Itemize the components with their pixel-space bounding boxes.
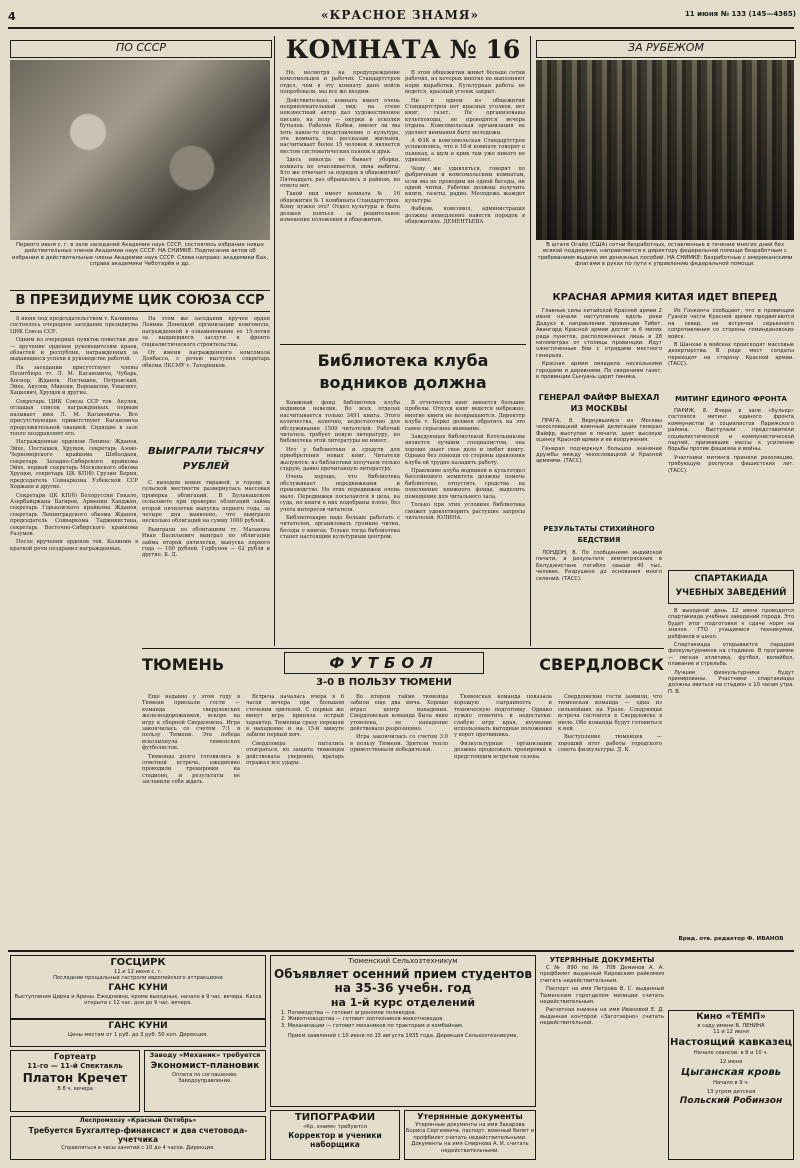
paragraph: На заседании присутствуют члены Политбюро тт. Л. М. Кагановича, Чубарь, Косиор, Жданов, Постышев, Петровский, Эйхе, Акулов, Микоян, Ворошилов, Уншлихт, Хацкевич, Хрущов и другие. [10, 364, 138, 397]
sport-title: СПАРТАКИАДА УЧЕБНЫХ ЗАВЕДЕНИЙ [675, 574, 787, 598]
library-col-2 [405, 400, 525, 640]
football-top-rule [142, 648, 664, 649]
section-banner-ussr: ПО СССР [10, 40, 272, 58]
paragraph: Красная армия овладела несколькими городами и деревнями. По сведениям газет, в провинции Сычуань царит паника. [536, 361, 662, 381]
paragraph: Секретари ЦК КП(б) Белоруссии Гикало, Азербайджана Багиров, Армении Ханджян, секретарь Горьковского крайкома Жданов, секретарь Ленинградского обкома Жданов, председатель Совнаркома Таджикистана, секретарь Восточно-Сибирского крайкома Разумов. [10, 492, 138, 537]
china-col-2 [668, 308, 794, 388]
paragraph: В Шанхае в войсках происходят массовые дезертирства. В ряде мест солдаты переходят на сторону Красной армии. (ТАСС). [668, 342, 794, 368]
library-title: Библиотека клуба водников должна [317, 351, 489, 392]
ad-gorteatr-play: Платон Кречет [22, 1071, 128, 1085]
football-col-1 [142, 694, 240, 946]
sport-text [668, 608, 794, 904]
paragraph: Главные силы китайской Красной армии 2 июня начали наступление вдоль реки Дадухэ в направлении провинции Тибет. Авангард Красной армии достиг в 6 милях ряда пунктов, расположенных лишь в 28 километрах от столицы провинции. Идут ожесточенные бои с отрядами местного генерала. [536, 308, 662, 359]
paragraph: Во втором тайме тюменцы забили еще два мяча. Хорошо играл центр нападения. Свердловская команда была явно утомлена, ее нападение действовало разрозненно. [350, 694, 448, 733]
column-rule [530, 36, 531, 646]
ad-gostsirk-star: ГАНС КУНИ [108, 982, 168, 993]
ad-gostsirk-star: ГАНС КУНИ [108, 1021, 168, 1031]
lottery-title: ВЫИГРАЛИ ТЫСЯЧУ РУБЛЕЙ [148, 446, 264, 472]
paragraph: Паспорт на имя Петрова В. С. выданный Тюменским горотделом милиции считать недействительным. [540, 986, 664, 1006]
football-col-4 [454, 694, 552, 946]
paragraph: От имени награжденного комсомола Донбасса, с речью выступил секретарь обкома ЛКСМУ т. Татарников. [142, 350, 270, 369]
paragraph: Участники митинга приняли резолюцию, требующую роспуска фашистских лиг. (ТАСС). [668, 454, 794, 474]
ad-technikum-line: 1. Полеводства — готовит агрономов полеводов. [281, 1010, 417, 1016]
ad-gorteatr-title: Гортеатр [53, 1052, 97, 1061]
ad-kino-film: Польский Робинзон [679, 1096, 783, 1107]
unemployed-photo-caption: В штате Огайо (США) сотни безработных, оставленные в течение многих дней без всякой поддержки, направляются к директору федеральной помощи безработным с требованием выдачи им денежных пособий. НА СНИМКЕ: Безработные с американскими флагами в руках по пути к управлению федеральной помощи. [537, 242, 793, 267]
ad-kino-title: Кино «ТЕМП» [696, 1012, 766, 1022]
ad-lost-line: Утерянные документы на имя Захарова Бориса Сергеевича, паспорт, военный билет и профбилет считать недействительными. [405, 1122, 535, 1141]
issue-info: 11 июня № 133 (145—4365) [684, 10, 796, 18]
ad-gostsirk-line: Выступления Цирка и Арены. Ежедневно, кроме выходных, начало в 9 час. вечера. Касса открыта с 12 час. дня до 9 час. вечера. [14, 993, 262, 1007]
unemployed-photo [536, 60, 794, 240]
ad-krasny-role: Требуется Бухгалтер-финансист и два счетовода-учетчика [28, 1126, 248, 1144]
paragraph: Ни в одном из общежитий Стандартстроя нет красных уголков, нет книг, газет. Не организованы культпоходы, не проводятся вечера отдыха. Комсомольская организация не уделяет внимания быту молодежи. [405, 97, 525, 136]
ad-lost-title: Утерянные документы [417, 1112, 523, 1121]
paragraph: Действительно, комната имеет очень непривлекательный вид: на стене неизвестный автор дал художественное письмо, на полу — окурки и осколки бутылок. Рабочие Кобки, имеют ли мы хоть какое-то представление о культуре, эта комната, по рассказам жильцов, насчитывает более 15 человек и является местом систематических пьянок и драк. [280, 97, 400, 155]
paragraph: С № 890 по № 708 Деминов А. А. профбилет выданный Кировским райкомом считать недействительным. [540, 965, 664, 984]
ad-kino-temp [668, 1010, 794, 1160]
ad-kino-note: Начало сеансов: в 8 и 10 ч. [693, 1049, 769, 1056]
room-16-title: КОМНАТА № 16 [285, 35, 521, 64]
china-col-1 [536, 308, 662, 388]
ad-lost-docs [404, 1110, 536, 1160]
lottery-text [142, 480, 270, 640]
paragraph: Физкультурные организации должны продолжать тренировки к предстоящим встречам сезона. [454, 740, 552, 760]
paragraph: Заведующая библиотекой Котельникова является лучшим специалистом, она хорошо знает свое дело и любит книгу. Однако без помощи со стороны правления клуба ей трудно наладить работу. [405, 434, 525, 466]
paragraph: В этом общежитии живет больше сотни рабочих, из которых многие не выполняют норм выработки. Культурная работа не ведется, красный уголок закрыт. [405, 70, 525, 96]
ad-kino-date: 13 утром детская [706, 1089, 756, 1096]
paragraph: Библиотекарю надо больше работать с читателем, организовать громкие читки, беседы о книгах. Только тогда библиотека станет настоящим культурным центром. [280, 514, 400, 541]
room-16-col-1 [280, 70, 400, 340]
football-city-sverdlovsk: СВЕРДЛОВСК [539, 655, 664, 674]
ad-gostsirk-title: ГОСЦИРК [110, 957, 166, 968]
fayf-title: ГЕНЕРАЛ ФАЙФР ВЫЕХАЛ ИЗ МОСКВЫ [538, 393, 660, 413]
ad-typography-title: ТИПОГРАФИИ [294, 1112, 376, 1123]
paragraph: Правление клуба водников и культотдел бассейнового комитета должны помочь библиотеке, отпустить средства на пополнение книжного фонда, выделить помещение для читального зала. [405, 468, 525, 500]
paragraph: Выступление тюменцев — хороший итог работы городского совета физкультуры. Д. К. [558, 734, 662, 754]
ad-mehanik [144, 1050, 266, 1112]
paragraph: В отчетности книг имеются большие пробелы. Отпуск книг ведется небрежно, многие книги не возвращаются. Директор клуба т. Берко должен обратить на это самое серьезное внимание. [405, 400, 525, 432]
ad-gorteatr-note: В 8 ч. вечера [57, 1086, 93, 1092]
paragraph: Нет у библиотеки и средств для приобретения новых книг. Читатели жалуются: из библиотеки получаем только старую, давно прочитанную литературу. [280, 446, 400, 473]
paragraph: Тюменская команда показала хорошую сыгранность и техническую подготовку. Однако нужно отметить и недостатки: слабую игру края, неумение использовать выгодные положения у ворот противника. [454, 694, 552, 739]
ad-mehanik-role: Экономист-плановик [150, 1061, 260, 1071]
presidium-title: В ПРЕЗИДИУМЕ ЦИК СОЮЗА ССР [10, 290, 270, 312]
section-banner-abroad: ЗА РУБЕЖОМ [536, 40, 796, 58]
paragraph: Но, несмотря на предупреждение комсомольцев и рабочих Стандартстроя отдел, чем в эту комнату дано войти попробовали, мы все же входим. [280, 70, 400, 96]
page-number: 4 [8, 10, 16, 23]
paragraph: А ФЗК и комсомольская Стандартстроя успокоились, что в 16-й комнате говорят о пьянках, а шум и крик там уже никого не удивляет. [405, 138, 525, 164]
ad-utery [540, 955, 664, 1160]
paragraph: Здесь никогда не бывает уборки, комната не отапливается, окна выбиты. Кто же отвечает за порядок в общежитии? Пятнадцать раз обращались в райком, но ответа нет. [280, 157, 400, 189]
paragraph: Свердловцы пытались отыграться, но защита тюменцев действовала уверенно, вратарь отражал все удары. [246, 740, 344, 767]
football-banner: ФУТБОЛ [329, 654, 439, 672]
academy-photo [10, 60, 270, 240]
ad-technikum-top: Тюменский Сельхозтехникум [348, 957, 458, 965]
ad-kino-film: Настоящий кавказец [669, 1036, 793, 1048]
ads-top-rule [8, 950, 794, 952]
paragraph: Расчетная книжка на имя Ивановой Е. Д. выданная конторой «Заготзерно» считать недействительной. [540, 1007, 664, 1027]
ad-typography [270, 1110, 400, 1160]
fayf-text [536, 418, 662, 520]
paragraph: Книжный фонд библиотеки клуба водников невелик. Во всех отделах насчитывается только 3491 книга. Этого количества, конечно, недостаточно для обслуживания 1500 читателей. Рабочий читатель требует новую литературу, но библиотека этой литературы не имеет. [280, 400, 400, 445]
ad-technikum-line: 2. Животноводства — готовит зоотехников-животноводов. [281, 1016, 444, 1023]
ad-kino-film: Цыганская кровь [680, 1066, 782, 1078]
football-col-3 [350, 694, 448, 946]
paragraph: Такой вид имеет комната № 16 общежития № 1 комбината Стандартстроя. Кому нужно это? Отдел культуры и быта должен взяться за решительное изменение положения в общежитии. [280, 191, 400, 223]
column-rule [274, 36, 275, 646]
paragraph: Одним из очередных пунктов повестки дня — вручение орденов руководителям краев, областей и республик, награжденных за выдающиеся успехи в руководстве работой. [10, 337, 138, 363]
library-col-1 [280, 400, 400, 640]
paragraph: Награжденные орденом Ленина: Жданов, Эйхе, Постышев, Хрущов, секретарь Азово-Черноморского крайкома Шеболдаев, секретарь Западно-Сибирского крайкома Эйхе, первый секретарь Московского обкома Хрущов, секретарь ЦК КП(б) Грузии Берия, председатель Совнаркома Узбекской ССР Ходжаев и другие. [10, 439, 138, 491]
paragraph: Тюменцы долго готовились к ответной встрече, ежедневно проводили тренировки на стадионе, и результаты не заставили себя ждать. [142, 753, 240, 786]
academy-photo-caption: Первого июня с. г. в зале заседаний Академии наук СССР, состоялось избрание новых действительных членов Академии наук СССР. НА СНИМКЕ: Подписание актов об избрании в действительные члены Академии наук СССР. Слева направо: академики Бах, справа академики Чеботарёв и др. [12, 242, 268, 267]
china-title: КРАСНАЯ АРМИЯ КИТАЯ ИДЕТ ВПЕРЕД [552, 292, 778, 303]
football-city-tyumen: ТЮМЕНЬ [142, 655, 225, 674]
ad-typography-sub: «Кр. знамя» требуются [303, 1124, 367, 1130]
football-col-2 [246, 694, 344, 946]
ad-technikum-line: Прием заявлений с 10 июня по 15 августа 1935 года. Дирекция Сельхозтехникума. [287, 1033, 519, 1040]
paragraph: Чему же удивляться, говорят по фабричным и комсомольским комнатам, если мы не проводим ни одной беседы, ни одной читки. Рабочие должны получить книги, газеты, радио. Молодежь жаждет культуры. [405, 165, 525, 204]
paragraph: Спартакиада открывается парадом физкультурников на стадионе. В программе — легкая атлетика, футбол, волейбол, плавание и стрельба. [668, 642, 794, 668]
paragraph: В выходной день 12 июня проводится спартакиада учебных заведений города. Это будет итог подготовки к сдаче норм на значок ГТО учащимися техникумов, рабфаков и школ. [668, 608, 794, 640]
ad-gostsirk [10, 955, 266, 1019]
ad-mehanik-title: Заводу «Механик» требуется [149, 1051, 261, 1059]
football-score: 3-0 В ПОЛЬЗУ ТЮМЕНИ [316, 677, 452, 688]
meeting-title: МИТИНГ ЕДИНОГО ФРОНТА [675, 395, 787, 403]
ad-technikum-line: 3. Механизации — готовит механиков по тракторам и комбайнам. [281, 1022, 464, 1029]
ad-krasny-title: Леспромхозу «Красный Октябрь» [79, 1117, 197, 1124]
paragraph: Еще недавно у этом году в Тюмени приехали гости — команда свердловских железнодорожников, вскоре на игру к сборной Свердловска. Игра закончилась со счетом 7:1 в пользу Тюмени. Эта победа всколыхнула тюменских футболистов. [142, 694, 240, 752]
paragraph: 8 июня под председательством т. Калинина состоялось очередное заседание президиума ЦИК Союза ССР. [10, 316, 138, 335]
ad-mehanik-note: Оплата по соглашению. Заводоуправление. [172, 1072, 238, 1085]
ad-technikum-title: Объявляет осенний прием студентов на 35-36 учебн. год [274, 967, 532, 995]
ad-kino-date: 12 июня [719, 1059, 743, 1066]
football-col-5 [558, 694, 662, 946]
paragraph: Встреча началась вчера в 6 часов вечера при большом стечении зрителей. С первых же минут игра приняла острый характер. Тюменцы сразу перешли в нападение и на 15-й минуте забили первый мяч. [246, 694, 344, 739]
paragraph: Фабком, комсомол, администрация должны немедленно навести порядок в общежитиях. ДЕМЕНТЬЕВА. [405, 206, 525, 225]
room-16-col-2 [405, 70, 525, 340]
paragraph: ЛОНДОН, 8. По сообщениям индийской печати, в результате землетрясения в Белуджистане погибло свыше 40 тыс. человек. Разрушено до основания много селений. (ТАСС). [536, 550, 662, 582]
presidium-col-2 [142, 316, 270, 436]
ad-gostsirk-2 [10, 1019, 266, 1047]
ad-kino-note: Начало в 9 ч. [713, 1079, 749, 1086]
meeting-text [668, 408, 794, 564]
paragraph: Из Гонконга сообщают, что в провинции Гуанси части Красной армии продвигаются на север, не встречая серьезного сопротивления со стороны гоминдановских войск. [668, 308, 794, 340]
paragraph: Только при этих условиях библиотека сможет удовлетворить растущие запросы читателей. ЮЛИНА. [405, 502, 525, 521]
ad-lost-line: Документы на имя Смирнова А. И. считать недействительными. [411, 1141, 529, 1154]
ad-technikum [270, 955, 536, 1107]
storm-text [536, 550, 662, 640]
ad-utery-title: УТЕРЯННЫЕ ДОКУМЕНТЫ [549, 956, 655, 964]
paragraph: Игра закончилась со счетом 3:0 в пользу Тюмени. Зрители тепло приветствовали победителей. [350, 734, 448, 754]
ad-gostsirk-line: Последние прощальные гастроли европейского аттракциона [53, 975, 223, 982]
ad-typography-role: Корректор и ученики наборщика [288, 1131, 382, 1150]
paragraph: Очень хорошо, что библиотека обслуживает передвижками и производство. Но этих передвижек очень мало. Передвижки посылаются в цеха, на суда, но книги в них подобраны плохо, без учета интересов читателя. [280, 474, 400, 513]
ad-gostsirk-line: Цены местам от 1 руб. до 3 руб. 50 коп. Дирекция. [68, 1032, 208, 1038]
ad-kino-sub: в саду имени В. ЛЕНИНА [697, 1023, 765, 1029]
ad-gostsirk-sub: 11 и 12 июня с. г. [114, 969, 162, 975]
paragraph: После вручения орденов тов. Калинин в краткой речи поздравил награжденных. [10, 539, 138, 552]
masthead-rule [8, 27, 794, 29]
paragraph: С выходом новых тиражей, в городе и сельской местности развернулась массовая проверка облигаций. В Буланашском сельсовете при проверке облигаций займа второй пятилетки выпуска первого года, за четыре дня выявлено, что выиграло несколько облигаций на сумму 1000 рублей. [142, 480, 270, 525]
newspaper-title: «КРАСНОЕ ЗНАМЯ» [320, 8, 479, 22]
paragraph: На этом же заседании вручен орден Ленина Донецкой организации комсомола, награжденной в ознаменование ее 15-летия за выдающиеся заслуги в фронте социалистического строительства. [142, 316, 270, 348]
ad-kino-date: 11 и 12 июня [713, 1029, 749, 1036]
paragraph: Свердловские гости заявили, что тюменская команда — одна из сильнейших на Урале. Следующая встреча состоится в Свердловске в июле. Обе команды будут готовиться к ней. [558, 694, 662, 733]
ad-krasny-oktyabr [10, 1116, 266, 1160]
paragraph: ПРАГА, 8. Вернувшийся из Москвы чехословацкий военный делегации генерал Файфр, выступая в печати, дает высокую оценку Красной армии и ее вооружения. [536, 418, 662, 444]
paragraph: Генерал подчеркнул большое значение дружбы между чехословацкой и Красной армиями. (ТАСС). [536, 445, 662, 465]
paragraph: ПАРИЖ, 8. Вчера в зале «Бульер» состоялся митинг единого фронта коммунистов и социалистов Парижского района. Выступали представители социалистической и коммунистической партий, призвавшие массы к усилению борьбы против фашизма и войны. [668, 408, 794, 453]
paragraph: Лучшие физкультурники будут премированы. Участники спартакиады должны явиться на стадион к 10 часам утра. П. В. [668, 669, 794, 695]
ad-gorteatr [10, 1050, 140, 1112]
ad-technikum-sub: на 1-й курс отделений [330, 996, 476, 1009]
ad-krasny-note: Справляться в часы занятий с 10 до 4 часов. Дирекция. [61, 1145, 215, 1151]
ad-gorteatr-sub: 11-го — 11-й Спектакль [27, 1062, 123, 1070]
storm-title: РЕЗУЛЬТАТЫ СТИХИЙНОГО БЕДСТВИЯ [543, 525, 655, 544]
paragraph: Выиграли по облигациям тт. Малахова Иван Васильевич выиграл по облигации займа второй пятилетки, выпуска первого года — 100 рублей, Горбунов — 62 рубля и другие. К. Д. [142, 526, 270, 559]
presidium-col-1 [10, 316, 138, 946]
paragraph: Секретарь ЦИК Союза ССР тов. Акулов, оглашая список награжденных, первым называет имя Л. М. Кагановича. Все присутствующие приветствуют Кагановича продолжительной овацией. Сидящие в зале тепло поздравляют его. [10, 398, 138, 437]
editor-line: Врид. отв. редактор Ф. ИВАНОВ [678, 936, 784, 942]
section-rule [280, 344, 526, 345]
